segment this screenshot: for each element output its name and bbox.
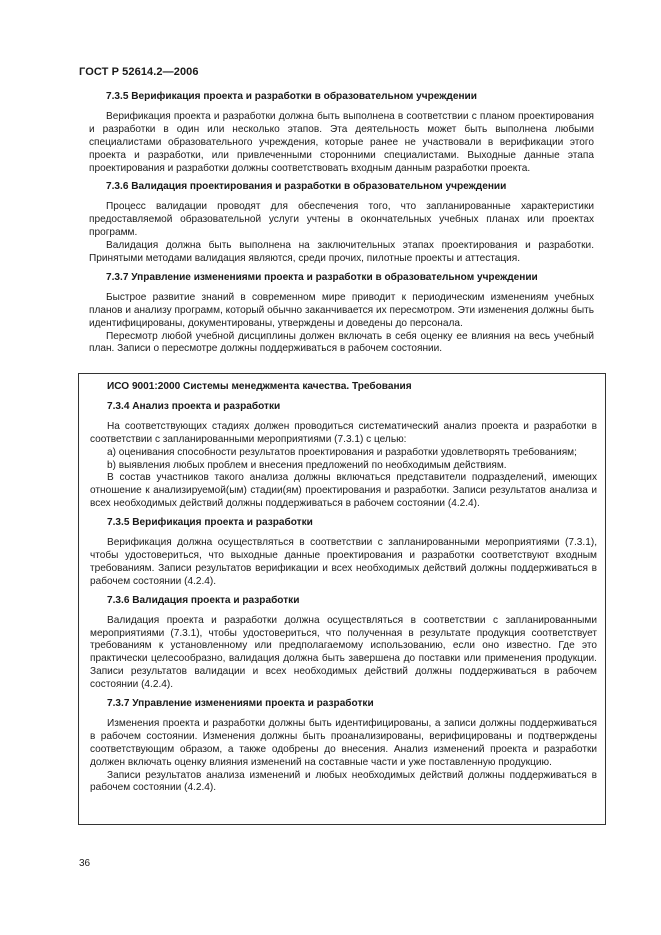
paragraph: Верификация проекта и разработки должна быть выполнена в соответствии с планом проектирования и разработки в один или несколько этапов. Эта деятельность может быть выполнена любыми специалистами образовательного учреждения, которые ранее не участвовали в верификации этого проекта и разработки, или привлеченными сторонними специалистами. Выходные данные этапа проектирования и разработки должны соответствовать входным данным разработки проекта. [89,110,594,174]
main-content [89,91,594,356]
paragraph: В состав участников такого анализа должны включаться представители подразделений, имеющих отношение к анализируемой(ым) стадии(ям) проектирования и разработки. Записи результатов анализа и всех необходимых действий должны поддерживаться в рабочем состоянии (4.2.4). [90,472,597,510]
paragraph: На соответствующих стадиях должен проводиться систематический анализ проекта и разработки в соответствии с запланированными мероприятиями (7.3.1) с целью: [90,420,597,445]
list-item: а) оценивания способности результатов проектирования и разработки удовлетворять требованиям; [107,446,577,458]
page-number: 36 [79,858,91,869]
paragraph: Верификация должна осуществляться в соответствии с запланированными мероприятиями (7.3.1), чтобы удостовериться, что выходные данные проектирования и разработки соответствуют входным требованиям. Записи результатов верификации и всех необходимых действий должны поддерживаться в рабочем состоянии (4.2.4). [90,537,597,587]
iso-box-title: ИСО 9001:2000 Системы менеджмента качества. Требования [107,381,412,392]
paragraph: Валидация проекта и разработки должна осуществляться в соответствии с запланированными мероприятиями (7.3.1), чтобы удостовериться, что полученная в результате продукция соответствует требованиям к установленному или предполагаемому использованию, если оно известно. Где это практически целесообразно, валидация должна быть завершена до поставки или применения продукции. Записи результатов валидации и всех необходимых действий должны поддерживаться в рабочем состоянии (4.2.4). [90,614,597,691]
paragraph: Быстрое развитие знаний в современном мире приводит к периодическим изменениям учебных планов и анализу программ, который обычно заканчивается их пересмотром. Эти изменения должны быть идентифицированы, документированы, утверждены и доведены до персонала. [89,291,594,329]
section-heading-7-3-5: 7.3.5 Верификация проекта и разработки в образовательном учреждении [106,91,477,102]
section-heading-7-3-7: 7.3.7 Управление изменениями проекта и разработки в образовательном учреждении [106,271,538,283]
paragraph: Пересмотр любой учебной дисциплины должен включать в себя оценку ее влияния на весь учебный план. Записи о пересмотре должны поддерживаться в рабочем состоянии. [89,330,594,355]
iso-9001-reference-box [78,373,606,825]
paragraph: Записи результатов анализа изменений и любых необходимых действий должны поддерживаться в рабочем состоянии (4.2.4). [90,769,597,794]
iso-heading-7-3-4: 7.3.4 Анализ проекта и разработки [107,400,281,412]
section-heading-7-3-6: 7.3.6 Валидация проектирования и разработки в образовательном учреждении [106,181,507,193]
iso-heading-7-3-6: 7.3.6 Валидация проекта и разработки [107,594,300,606]
paragraph: Валидация должна быть выполнена на заключительных этапах проектирования и разработки. Принятыми методами валидация являются, среди прочих, пилотные проекты и аттестация. [89,240,594,264]
list-item: b) выявления любых проблем и внесения предложений по необходимым действиям. [107,459,507,471]
iso-heading-7-3-7: 7.3.7 Управление изменениями проекта и разработки [107,698,374,710]
paragraph: Изменения проекта и разработки должны быть идентифицированы, а записи должны поддерживаться в рабочем состоянии. Изменения должны быть проанализированы, верифицированы и подтверждены соответствующим образом, а также одобрены до внесения. Анализ изменений проекта и разработки должен включать оценку влияния изменений на составные части и уже поставленную продукцию. [90,717,597,768]
paragraph: Процесс валидации проводят для обеспечения того, что запланированные характеристики предоставляемой образовательной услуги учтены в окончательных учебных планах или проектах программ. [89,201,594,239]
page-header-standard-code: ГОСТ Р 52614.2—2006 [79,66,199,78]
iso-heading-7-3-5: 7.3.5 Верификация проекта и разработки [107,517,313,529]
